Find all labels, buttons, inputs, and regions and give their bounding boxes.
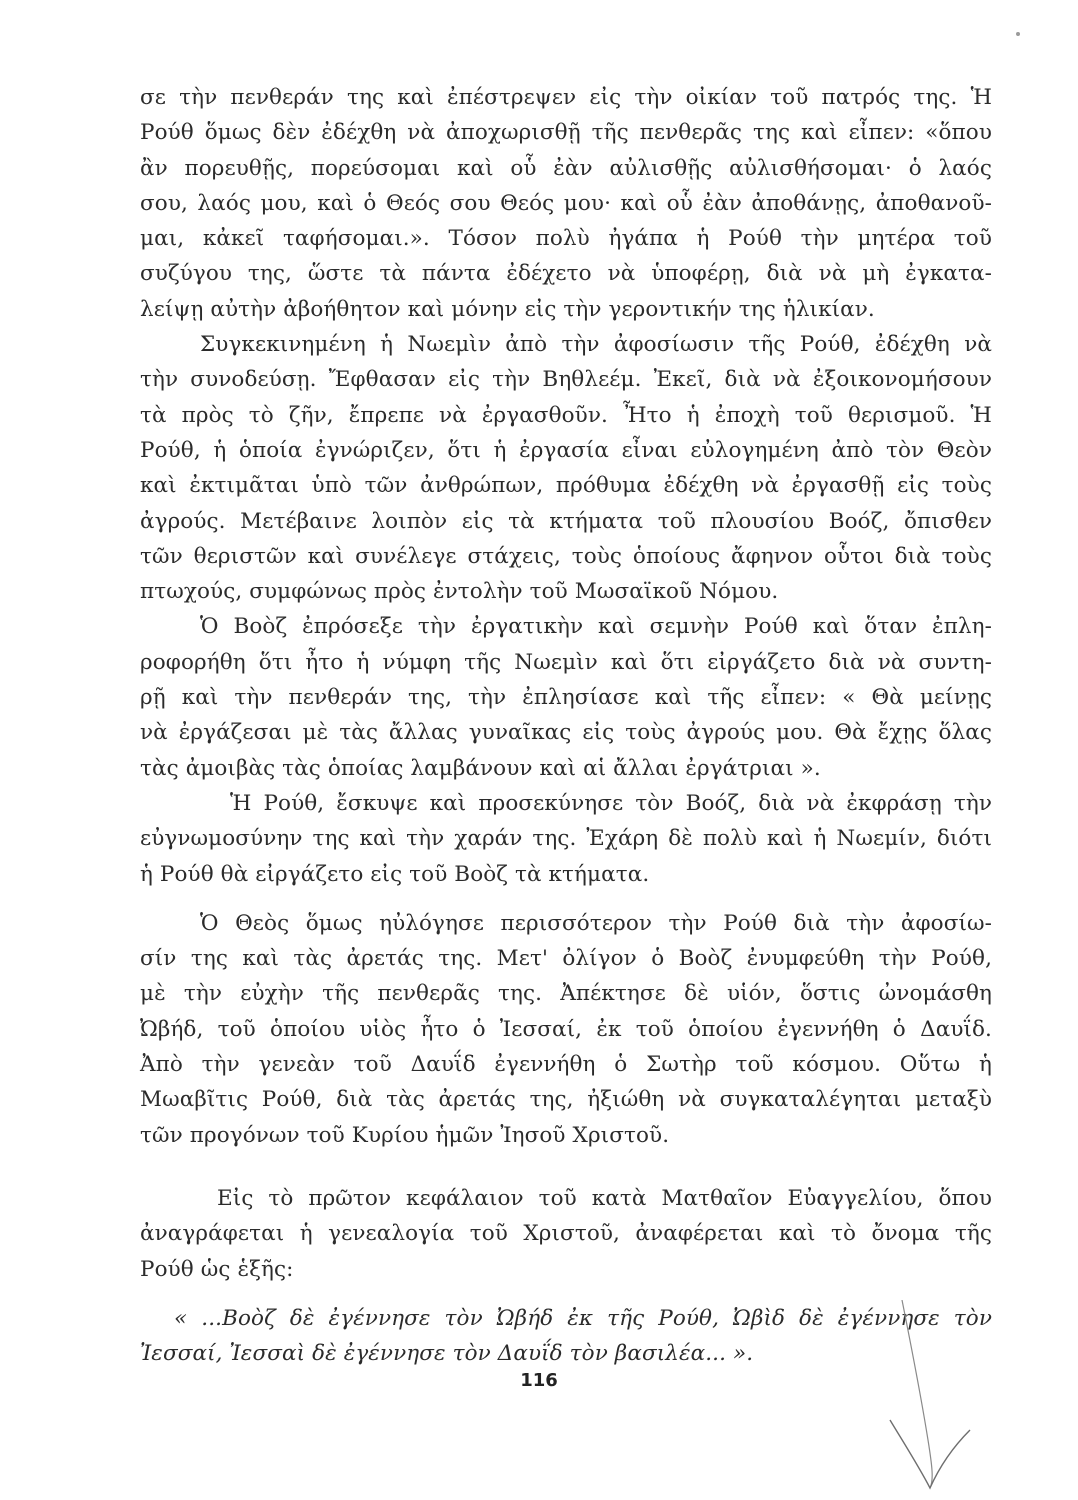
text-line: σου, λαός μου, καὶ ὁ Θεός σου Θεός μου· καὶ οὗ ἐὰν ἀποθάνῃς, ἀποθανοῦ- <box>140 190 992 216</box>
page-number: 116 <box>520 1370 558 1391</box>
text-line: μὲ τὴν εὐχὴν τῆς πενθερᾶς της. Ἀπέκτησε δὲ υἱόν, ὅστις ὠνομάσθη <box>140 981 992 1007</box>
text-line: τὰς ἀμοιβὰς τὰς ὁποίας λαμβάνουν καὶ αἱ ἄλλαι ἐργάτριαι ». <box>140 755 821 781</box>
speck-mark <box>1016 32 1020 36</box>
text-line: Εἰς τὸ πρῶτον κεφάλαιον τοῦ κατὰ Ματθαῖον Εὐαγγελίου, ὅπου <box>217 1185 992 1211</box>
text-line: Ρούθ ὡς ἑξῆς: <box>140 1256 294 1282</box>
text-line: τῶν προγόνων τοῦ Κυρίου ἡμῶν Ἰησοῦ Χριστοῦ. <box>140 1122 670 1148</box>
text-line: ἂν πορευθῇς, πορεύσομαι καὶ οὗ ἐὰν αὐλισθῇς αὐλισθήσομαι· ὁ λαός <box>140 155 992 181</box>
paragraph <box>140 906 992 1153</box>
text-line: τὰ πρὸς τὸ ζῆν, ἔπρεπε νὰ ἐργασθοῦν. Ἦτο ἡ ἐποχὴ τοῦ θερισμοῦ. Ἡ <box>140 402 992 428</box>
text-line: ρῇ καὶ τὴν πενθεράν της, τὴν ἐπλησίασε καὶ τῆς εἶπεν: « Θὰ μείνῃς <box>140 685 992 711</box>
text-line: συζύγου της, ὥστε τὰ πάντα ἐδέχετο νὰ ὑποφέρῃ, διὰ νὰ μὴ ἐγκατα- <box>140 261 992 287</box>
text-line: Ὠβήδ, τοῦ ὁποίου υἱὸς ἦτο ὁ Ἰεσσαί, ἐκ τοῦ ὁποίου ἐγεννήθη ὁ Δαυΐδ. <box>140 1016 992 1042</box>
text-line: Ἡ Ρούθ, ἔσκυψε καὶ προσεκύνησε τὸν Βοόζ, διὰ νὰ ἐκφράσῃ τὴν <box>230 790 992 816</box>
scripture-quote <box>140 1301 992 1372</box>
text-line: Ἀπὸ τὴν γενεὰν τοῦ Δαυΐδ ἐγεννήθη ὁ Σωτὴρ τοῦ κόσμου. Οὕτω ἡ <box>140 1052 992 1078</box>
spacer <box>140 892 992 906</box>
paragraph <box>140 786 992 892</box>
pencil-mark-icon <box>880 1300 980 1490</box>
text-line: ἀναγράφεται ἡ γενεαλογία τοῦ Χριστοῦ, ἀναφέρεται καὶ τὸ ὄνομα τῆς <box>140 1221 992 1247</box>
text-line: Συγκεκινημένη ἡ Νωεμὶν ἀπὸ τὴν ἀφοσίωσιν τῆς Ρούθ, ἐδέχθη νὰ <box>200 332 992 358</box>
text-line: ροφορήθη ὅτι ἦτο ἡ νύμφη τῆς Νωεμὶν καὶ ὅτι εἰργάζετο διὰ νὰ συντη- <box>140 649 992 675</box>
text-line: ἀγρούς. Μετέβαινε λοιπὸν εἰς τὰ κτήματα τοῦ πλουσίου Βοόζ, ὄπισθεν <box>140 508 992 534</box>
text-line: Μωαβῖτις Ρούθ, διὰ τὰς ἀρετάς της, ἠξιώθη νὰ συγκαταλέγηται μεταξὺ <box>140 1087 992 1113</box>
text-line: σε τὴν πενθεράν της καὶ ἐπέστρεψεν εἰς τὴν οἰκίαν τοῦ πατρός της. Ἡ <box>140 85 992 110</box>
paragraph <box>140 1181 992 1287</box>
text-line: τὴν συνοδεύσῃ. Ἔφθασαν εἰς τὴν Βηθλεέμ. Ἐκεῖ, διὰ νὰ ἐξοικονομήσουν <box>140 367 992 393</box>
text-line: Ρούθ, ἡ ὁποία ἐγνώριζεν, ὅτι ἡ ἐργασία εἶναι εὐλογημένη ἀπὸ τὸν Θεὸν <box>140 437 992 463</box>
quote-line: Ἰεσσαί, Ἰεσσαὶ δὲ ἐγέννησε τὸν Δαυΐδ τὸν βασιλέα... ». <box>140 1341 754 1367</box>
text-line: πτωχούς, συμφώνως πρὸς ἐντολὴν τοῦ Μωσαϊκοῦ Νόμου. <box>140 579 779 605</box>
text-line: μαι, κἀκεῖ ταφήσομαι.». Τόσον πολὺ ἠγάπα ἡ Ρούθ τὴν μητέρα τοῦ <box>140 226 992 252</box>
text-line: τῶν θεριστῶν καὶ συνέλεγε στάχεις, τοὺς ὁποίους ἄφηνον οὗτοι διὰ τοὺς <box>140 543 992 569</box>
paragraph <box>140 327 992 609</box>
text-line: σίν της καὶ τὰς ἀρετάς της. Μετ' ὀλίγον ὁ Βοὸζ ἐνυμφεύθη τὴν Ρούθ, <box>140 946 992 972</box>
text-line: εὐγνωμοσύνην της καὶ τὴν χαράν της. Ἐχάρη δὲ πολὺ καὶ ἡ Νωεμίν, διότι <box>140 826 992 852</box>
spacer <box>140 1153 992 1181</box>
quote-line: « ...Βοὸζ δὲ ἐγέννησε τὸν Ὠβήδ ἐκ τῆς Ρούθ, Ὠβὶδ δὲ ἐγέννησε τὸν <box>174 1305 992 1331</box>
text-line: καὶ ἐκτιμᾶται ὑπὸ τῶν ἀνθρώπων, πρόθυμα ἐδέχθη νὰ ἐργασθῇ εἰς τοὺς <box>140 473 992 499</box>
paragraph <box>140 609 992 785</box>
text-line: νὰ ἐργάζεσαι μὲ τὰς ἄλλας γυναῖκας εἰς τοὺς ἀγρούς μου. Θὰ ἔχῃς ὅλας <box>140 720 992 746</box>
text-line: Ὁ Θεὸς ὅμως ηὐλόγησε περισσότερον τὴν Ρούθ διὰ τὴν ἀφοσίω- <box>200 910 992 936</box>
spacer <box>140 1287 992 1301</box>
text-line: Ὁ Βοὸζ ἐπρόσεξε τὴν ἐργατικὴν καὶ σεμνὴν Ρούθ καὶ ὅταν ἐπλη- <box>200 614 992 640</box>
body-text <box>140 80 992 1371</box>
paragraph <box>140 80 992 327</box>
text-line: Ρούθ ὅμως δὲν ἐδέχθη νὰ ἀποχωρισθῇ τῆς πενθερᾶς της καὶ εἶπεν: «ὅπου <box>140 120 992 146</box>
text-line: ἡ Ρούθ θὰ εἰργάζετο εἰς τοῦ Βοὸζ τὰ κτήματα. <box>140 861 650 887</box>
text-line: λείψῃ αὐτὴν ἀβοήθητον καὶ μόνην εἰς τὴν γεροντικήν της ἡλικίαν. <box>140 296 875 322</box>
